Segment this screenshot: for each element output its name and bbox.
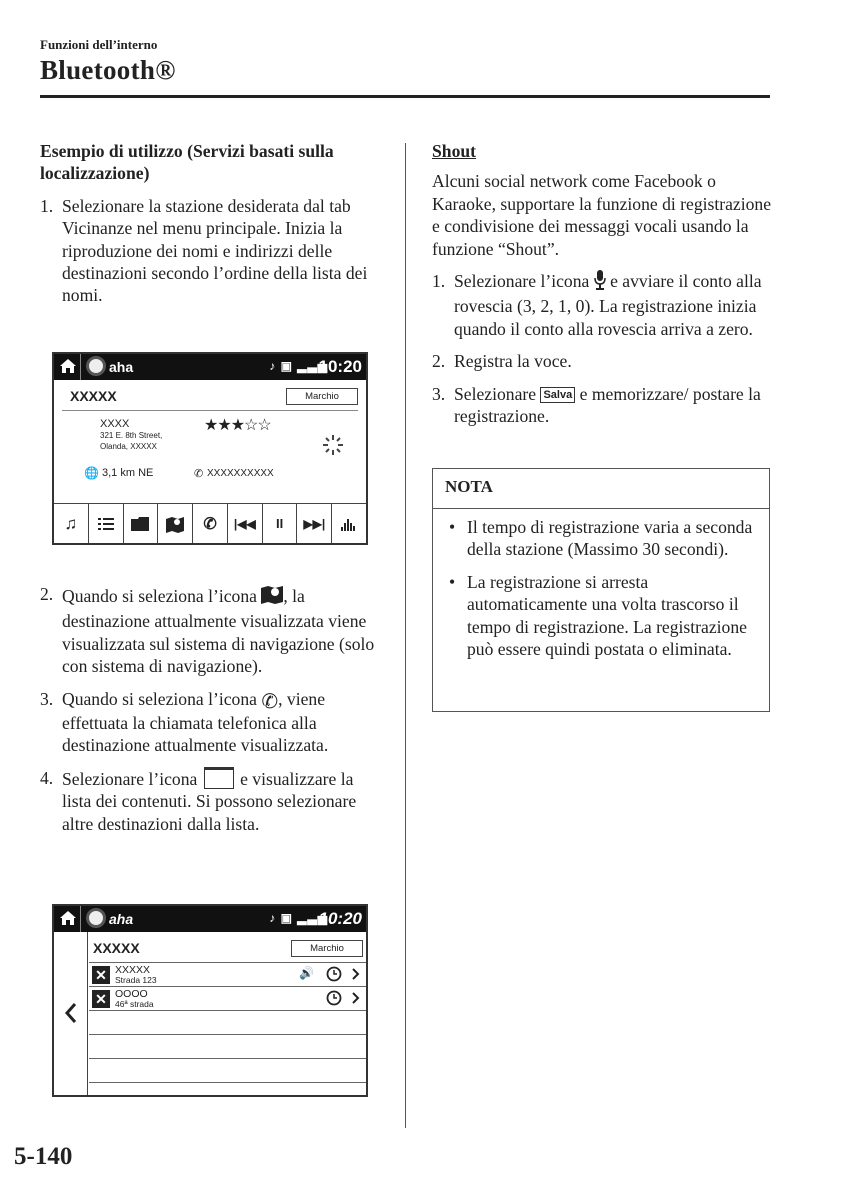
- app-name: aha: [109, 911, 134, 927]
- step-1: [40, 195, 380, 307]
- step-number: 3.: [40, 688, 54, 709]
- distance-text: 3,1 km NE: [102, 467, 154, 479]
- step-text: Selezionare la stazione desiderata dal tab Vicinanze nel menu principale. Inizia la riproduzione dei nomi e indirizzi delle destinazioni secondo l’ordine della lista dei nomi.: [62, 195, 368, 306]
- destination-name: XXXX: [100, 418, 130, 430]
- destination-address-1: 321 E. 8th Street,: [100, 431, 163, 440]
- aha-nearby-screen: [52, 352, 368, 545]
- home-icon[interactable]: [59, 357, 77, 380]
- screen-status-bar: [54, 354, 366, 380]
- bullet-dot: •: [449, 517, 456, 537]
- bullet-text: Il tempo di registrazione varia a seconda della stazione (Massimo 30 secondi).: [467, 517, 753, 560]
- step-4: [40, 767, 380, 835]
- step-text-a: Quando si seleziona l’icona: [62, 586, 262, 606]
- list-item-address: Strada 123: [115, 975, 157, 985]
- list-item-empty: [89, 1083, 366, 1107]
- list-item-empty: [89, 1011, 366, 1035]
- right-column: [432, 140, 772, 437]
- pause-icon[interactable]: II: [263, 504, 298, 543]
- bullet-dot: •: [449, 571, 456, 592]
- chevron-right-icon[interactable]: [351, 967, 360, 986]
- step-number: 2.: [40, 584, 54, 604]
- equalizer-icon[interactable]: [332, 504, 366, 543]
- divider: [62, 410, 358, 411]
- list-panel: [89, 932, 366, 1095]
- step-text-a: Selezionare l’icona: [454, 271, 594, 292]
- step-text-a: Selezionare: [454, 383, 541, 404]
- section-label: Funzioni dell’interno: [40, 37, 158, 52]
- step-text-b: e avviare il conto alla rovescia (3, 2, 1, 0). La registrazione inizia quando il conto alla rovescia arriva a zero.: [454, 271, 762, 339]
- example-heading: Esempio di utilizzo (Servizi basati sulla localizzazione): [40, 141, 334, 184]
- step-text-b: , viene effettuata la chiamata telefonica alla destinazione attualmente visualizzata.: [62, 688, 329, 756]
- step-text: Registra la voce.: [454, 351, 572, 372]
- chevron-right-icon[interactable]: [351, 991, 360, 1010]
- list-item[interactable]: [89, 963, 366, 987]
- station-name: XXXXX: [70, 388, 117, 404]
- aha-list-screen: [52, 904, 368, 1097]
- list-item-address: 46ª strada: [115, 999, 154, 1009]
- screen-status-bar: [54, 906, 366, 932]
- loading-spinner-icon: [322, 434, 344, 461]
- left-column-steps: [40, 583, 380, 845]
- shout-intro: Alcuni social network come Facebook o Karaoke, supportare la funzione di registrazione e condivisione dei messaggi vocali usando la funzione “Shout”.: [432, 171, 772, 259]
- x-icon: ✕: [92, 990, 110, 1008]
- microphone-icon: [594, 270, 606, 295]
- folder-icon[interactable]: [124, 504, 159, 543]
- step-text-b: , la destinazione attualmente visualizzata viene visualizzata sul sistema di navigazione (solo con sistema di navigazione).: [62, 586, 375, 677]
- note-list: [433, 509, 769, 660]
- phone-icon: ✆: [261, 688, 279, 713]
- folder-icon: [204, 767, 234, 789]
- aha-logo-icon: [86, 908, 106, 928]
- step-text-a: Selezionare l’icona: [62, 768, 202, 789]
- separator: [80, 354, 81, 380]
- shout-step-2: [432, 350, 772, 372]
- page-title: Bluetooth®: [40, 55, 176, 85]
- previous-track-icon[interactable]: |◀◀: [228, 504, 263, 543]
- left-column: [40, 140, 380, 317]
- shout-step-1: [432, 270, 772, 340]
- music-note-icon[interactable]: ♫: [54, 504, 89, 543]
- clock-icon: [326, 990, 342, 1011]
- clock: 10:20: [318, 357, 362, 376]
- shout-step-3: [432, 383, 772, 428]
- app-name: aha: [109, 359, 134, 375]
- phone-icon: ✆: [194, 468, 204, 480]
- destination-address-2: Olanda, XXXXX: [100, 442, 157, 451]
- column-divider: [405, 143, 406, 1128]
- rating-stars: ★★★☆☆: [204, 417, 271, 434]
- step-number: 2.: [432, 351, 446, 372]
- aha-logo-icon: [86, 356, 106, 376]
- map-pin-icon: [261, 583, 283, 610]
- save-button-icon: Salva: [540, 387, 575, 403]
- next-track-icon[interactable]: ▶▶|: [297, 504, 332, 543]
- status-icons: ♪ ▣ ▂▃▅: [269, 359, 328, 373]
- step-number: 1.: [40, 195, 54, 216]
- shout-heading: Shout: [432, 141, 477, 161]
- note-bullet: [445, 516, 757, 561]
- x-icon: ✕: [92, 966, 110, 984]
- back-arrow-icon[interactable]: [54, 932, 88, 1095]
- note-box: [432, 468, 770, 712]
- phone-number: XXXXXXXXXX: [207, 468, 274, 479]
- clock: 10:20: [318, 909, 362, 928]
- note-heading: NOTA: [433, 469, 769, 509]
- step-number: 1.: [432, 271, 446, 292]
- title-rule: [40, 95, 770, 98]
- map-pin-icon[interactable]: [158, 504, 193, 543]
- list-item-name: XXXXX: [115, 964, 151, 976]
- clock-icon: [326, 966, 342, 987]
- status-icons: ♪ ▣ ▂▃▅: [269, 911, 328, 925]
- note-bullet: [445, 571, 757, 661]
- separator: [80, 906, 81, 932]
- list-item-empty: [89, 1059, 366, 1083]
- page-number: 5-140: [14, 1143, 73, 1170]
- bullet-text: La registrazione si arresta automaticamente una volta trascorso il tempo di registrazione. La registrazione può essere quindi postata o eliminata.: [467, 571, 747, 660]
- list-item[interactable]: [89, 987, 366, 1011]
- compass-icon: 🌐: [84, 466, 99, 480]
- list-icon[interactable]: [89, 504, 124, 543]
- step-3: [40, 688, 380, 757]
- brand-button[interactable]: Marchio: [286, 388, 358, 405]
- step-number: 4.: [40, 767, 54, 788]
- step-text-b: e memorizzare/ postare la registrazione.: [454, 383, 761, 427]
- step-text-a: Quando si seleziona l’icona: [62, 688, 262, 709]
- brand-button[interactable]: Marchio: [291, 940, 363, 957]
- station-name: XXXXX: [93, 940, 140, 956]
- list-item-empty: [89, 1035, 366, 1059]
- step-2: [40, 583, 380, 678]
- step-text-b: e visualizzare la lista dei contenuti. Si possono selezionare altre destinazioni dalla lista.: [62, 768, 357, 834]
- speaker-icon: 🔊: [299, 966, 314, 980]
- list-item-name: OOOO: [115, 988, 148, 1000]
- toolbar: [54, 503, 366, 543]
- home-icon[interactable]: [59, 909, 77, 932]
- phone-icon[interactable]: ✆: [193, 504, 228, 543]
- step-number: 3.: [432, 383, 446, 404]
